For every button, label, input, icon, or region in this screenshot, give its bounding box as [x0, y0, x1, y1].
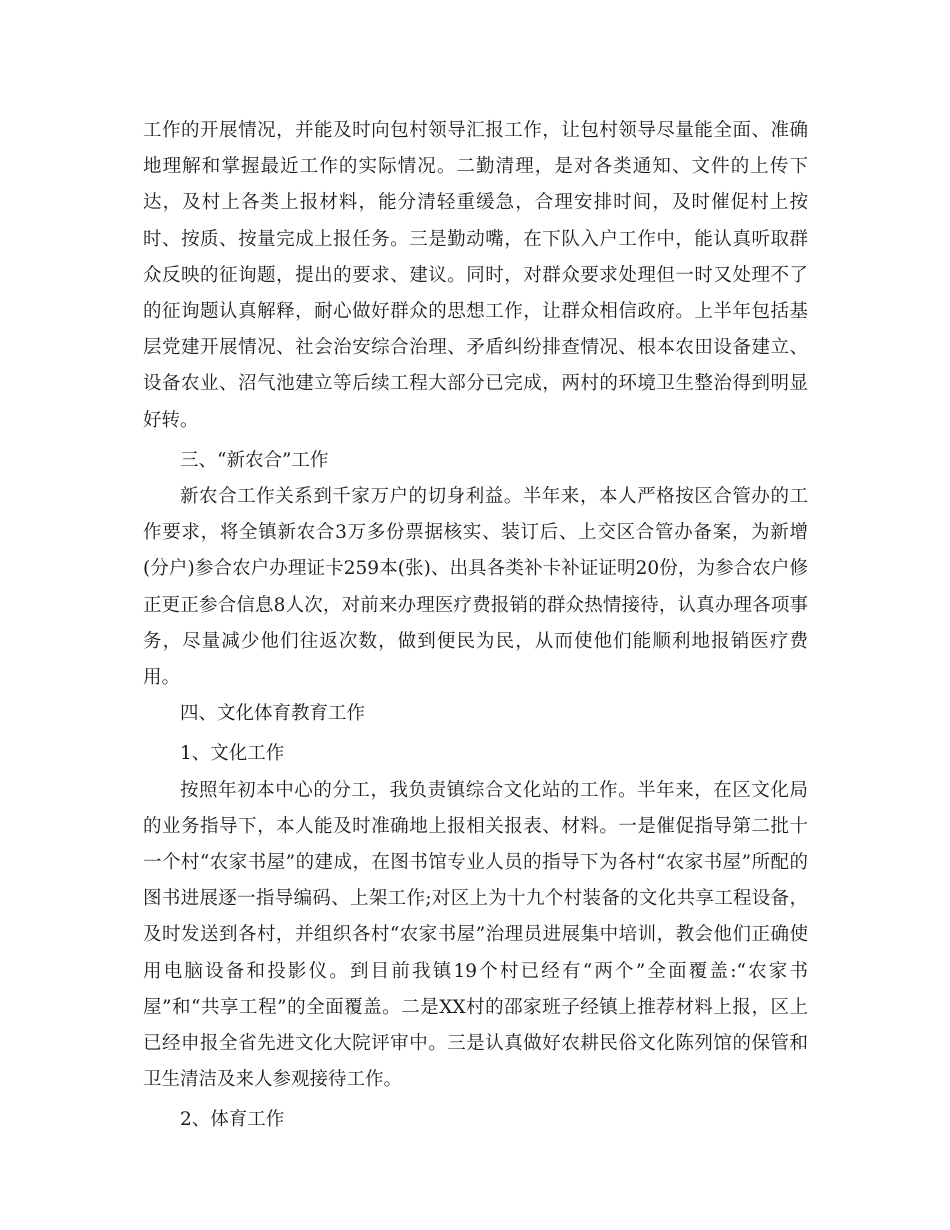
- subsection-heading-sports: 2、体育工作: [180, 1109, 285, 1131]
- body-paragraph-village-work: 工作的开展情况，并能及时向包村领导汇报工作，让包村领导尽量能全面、准确地理解和掌握最近工作的实际情况。二勤清理，是对各类通知、文件的上传下达，及村上各类上报材料，能分清轻重缓急，合理安排时间，及时催促村上按时、按质、按量完成上报任务。三是勤动嘴，在下队入户工作中，能认真听取群众反映的征询题，提出的要求、建议。同时，对群众要求处理但一时又处理不了的征询题认真解释，耐心做好群众的思想工作，让群众相信政府。上半年包括基层党建开展情况、社会治安综合治理、矛盾纠纷排查情况、根本农田设备建立、设备农业、沼气池建立等后续工程大部分已完成，两村的环境卫生整治得到明显好转。: [143, 120, 808, 431]
- section-heading-new-rural-coop: 三、“新农合”工作: [180, 449, 329, 471]
- body-paragraph-culture-work: 按照年初本中心的分工，我负责镇综合文化站的工作。半年来，在区文化局的业务指导下，本人能及时准确地上报相关报表、材料。一是催促指导第二批十一个村“农家书屋”的建成，在图书馆专业人员的指导下为各村“农家书屋”所配的图书进展逐一指导编码、上架工作;对区上为十九个村装备的文化共享工程设备，及时发送到各村，并组织各村“农家书屋”治理员进展集中培训，教会他们正确使用电脑设备和投影仪。到目前我镇19个村已经有“两个”全面覆盖:“农家书屋”和“共享工程”的全面覆盖。二是XX村的邵家班子经镇上推荐材料上报，区上已经申报全省先进文化大院评审中。三是认真做好农耕民俗文化陈列馆的保管和卫生清洁及来人参观接待工作。: [143, 779, 808, 1091]
- document-body: [143, 113, 808, 1139]
- subsection-heading-culture: 1、文化工作: [180, 743, 285, 765]
- section-heading-culture-sports-education: 四、文化体育教育工作: [180, 703, 366, 725]
- body-paragraph-new-rural-coop: 新农合工作关系到千家万户的切身利益。半年来，本人严格按区合管办的工作要求，将全镇新农合3万多份票据核实、装订后、上交区合管办备案，为新增(分户)参合农户办理证卡259本(张)、出具各类补卡补证证明20份，为参合农户修正更正参合信息8人次，对前来办理医疗费报销的群众热情接待，认真办理各项事务，尽量减少他们往返次数，做到便民为民，从而使他们能顺利地报销医疗费用。: [143, 486, 808, 689]
